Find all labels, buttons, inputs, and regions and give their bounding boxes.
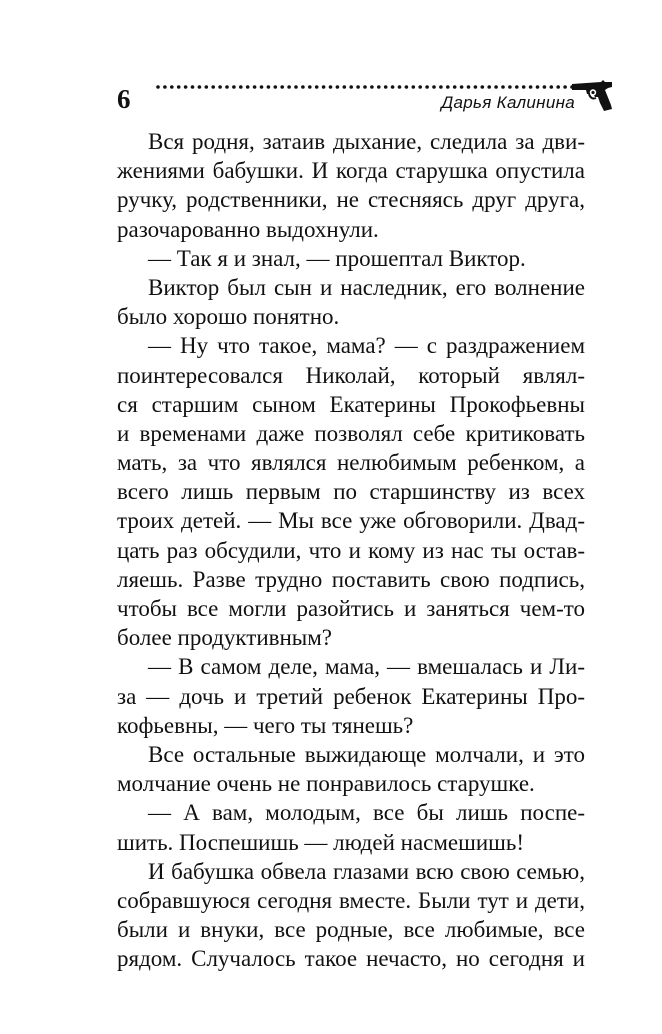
text-line: чтобы все могли разойтись и заняться чем-то <box>117 596 585 621</box>
text-line: И бабушка обвела глазами всю свою семью, <box>148 858 585 884</box>
text-line: жениями бабушки. И когда старушка опустила <box>117 158 585 184</box>
revolver-icon <box>571 78 615 112</box>
text-line: — Так я и знал, — прошептал Виктор. <box>148 245 526 271</box>
text-line: за — дочь и третий ребенок Екатерины Про- <box>117 683 585 709</box>
text-line: — В самом деле, мама, — вмешалась и Ли- <box>148 654 585 680</box>
text-line: — Ну что такое, мама? — с раздражением <box>148 333 585 359</box>
text-line: были и внуки, все родные, все любимые, все <box>117 917 585 943</box>
text-line: — А вам, молодым, все бы лишь поспе- <box>148 800 585 826</box>
text-line: шить. Поспешишь — людей насмешишь! <box>117 829 525 855</box>
text-line: цать раз обсудили, что и кому из нас ты остав- <box>117 537 585 563</box>
text-line: мать, за что являлся нелюбимым ребенком, а <box>117 450 585 476</box>
text-line: разочарованно выдохнули. <box>117 216 379 242</box>
text-line: поинтересовался Николай, который являл- <box>117 362 585 388</box>
text-line: Виктор был сын и наследник, его волнение <box>148 274 585 300</box>
text-line: более продуктивным? <box>117 625 333 651</box>
page-number: 6 <box>117 84 131 114</box>
body-text <box>117 127 585 973</box>
text-line: Вся родня, затаив дыхание, следила за дви- <box>148 129 585 154</box>
text-line: ся старшим сыном Екатерины Прокофьевны <box>117 391 585 417</box>
text-line: ляешь. Разве трудно поставить свою подпись, <box>117 566 585 592</box>
text-line: Все остальные выжидающе молчали, и это <box>148 741 585 767</box>
text-line: было хорошо понятно. <box>117 304 340 330</box>
text-line: кофьевны, — чего ты тянешь? <box>117 712 414 738</box>
text-line: всего лишь первым по старшинству из всех <box>117 479 585 505</box>
text-line: и временами даже позволял себе критиковать <box>117 420 585 446</box>
text-line: молчание очень не понравилось старушке. <box>117 771 535 797</box>
text-line: ручку, родственники, не стесняясь друг друга, <box>117 187 585 213</box>
dotted-rule <box>155 82 575 92</box>
text-line: рядом. Случалось такое нечасто, но сегодня и <box>117 946 585 972</box>
running-head-author: Дарья Калинина <box>441 93 575 112</box>
text-line: собравшуюся сегодня вместе. Были тут и дети, <box>117 887 585 913</box>
text-line: троих детей. — Мы все уже обговорили. Двад- <box>117 508 585 534</box>
page-header <box>117 78 612 118</box>
